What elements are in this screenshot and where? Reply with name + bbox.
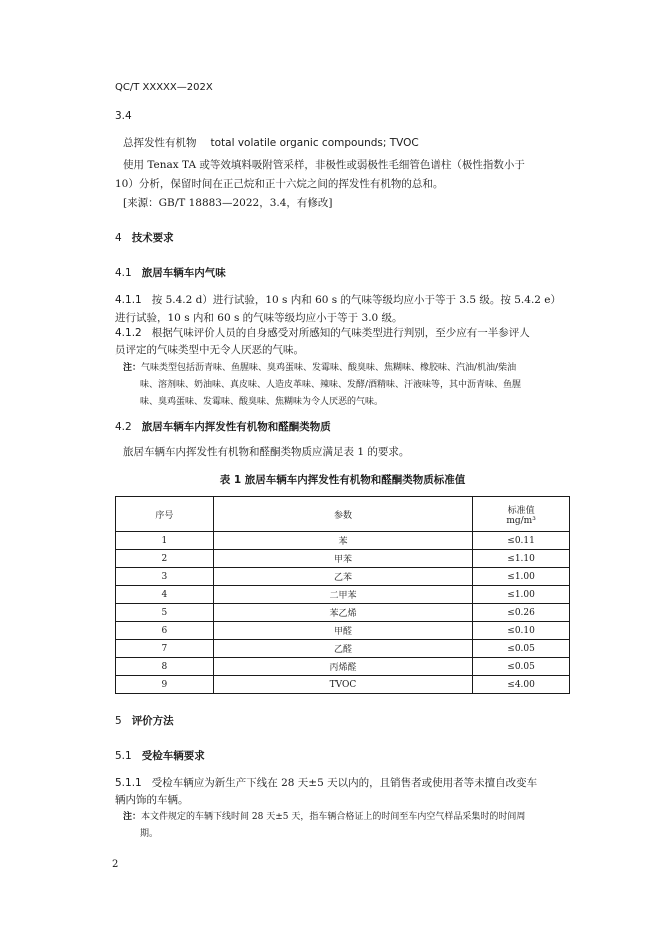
table-row <box>116 622 570 640</box>
note-2-line-2: 期。 <box>140 829 159 839</box>
column-header-standard-label: 标准值 <box>507 505 535 516</box>
cell-seq: 8 <box>116 658 214 676</box>
term-entry <box>123 135 419 150</box>
section-4-2-number: 4.2 <box>115 421 132 433</box>
section-5-1-heading <box>115 748 205 763</box>
cell-value: ≤0.05 <box>473 658 570 676</box>
table-row <box>116 532 570 550</box>
section-4-1-heading <box>115 265 226 280</box>
cell-seq: 9 <box>116 676 214 694</box>
section-5-title: 评价方法 <box>131 715 174 727</box>
column-header-param: 参数 <box>213 497 472 532</box>
table-row <box>116 550 570 568</box>
cell-param: 苯 <box>213 532 472 550</box>
term-definition-line-1: 使用 Tenax TA 或等效填料吸附管采样，非极性或弱极性毛细管色谱柱（极性指数小于 <box>123 159 525 171</box>
note-2-text-1: 本文件规定的车辆下线时间 28 天±5 天，指车辆合格证上的时间至车内空气样品采集时的时间周 <box>141 812 526 822</box>
note-1-text-1: 气味类型包括沥青味、鱼腥味、臭鸡蛋味、发霉味、酸臭味、焦糊味、橡胶味、汽油/机油/柴油 <box>141 363 517 373</box>
cell-value: ≤0.26 <box>473 604 570 622</box>
section-4-title: 技术要求 <box>131 232 174 244</box>
cell-param: 二甲苯 <box>213 586 472 604</box>
section-4-2-text: 旅居车辆车内挥发性有机物和醛酮类物质应满足表 1 的要求。 <box>123 446 410 458</box>
note-1-line-2: 味、溶剂味、奶油味、真皮味、人造皮革味、辣味、发酵/酒精味、汗液味等，其中沥青味、鱼腥 <box>140 380 522 390</box>
clause-5-1-1-text-1: 受检车辆应为新生产下线在 28 天±5 天以内的，且销售者或使用者等未擅自改变车 <box>151 777 538 789</box>
note-1-line-1 <box>123 360 516 377</box>
table-row <box>116 604 570 622</box>
cell-value: ≤0.11 <box>473 532 570 550</box>
cell-seq: 4 <box>116 586 214 604</box>
section-3-4-number: 3.4 <box>115 110 132 122</box>
section-4-1-number: 4.1 <box>115 267 132 279</box>
term-source: [来源：GB/T 18883—2022，3.4，有修改] <box>123 197 333 209</box>
section-5-1-number: 5.1 <box>115 750 132 762</box>
cell-seq: 5 <box>116 604 214 622</box>
table-header-row <box>116 497 570 532</box>
clause-4-1-2-text-1: 根据气味评价人员的自身感受对所感知的气味类型进行判别，至少应有一半参评人 <box>151 327 530 339</box>
cell-param: 乙醛 <box>213 640 472 658</box>
cell-param: TVOC <box>213 676 472 694</box>
cell-param: 苯乙烯 <box>213 604 472 622</box>
cell-seq: 7 <box>116 640 214 658</box>
section-5-heading <box>115 713 174 728</box>
cell-value: ≤0.05 <box>473 640 570 658</box>
section-4-number: 4 <box>115 232 122 244</box>
cell-value: ≤4.00 <box>473 676 570 694</box>
cell-seq: 6 <box>116 622 214 640</box>
cell-seq: 3 <box>116 568 214 586</box>
table-1-title: 表 1 旅居车辆车内挥发性有机物和醛酮类物质标准值 <box>219 474 466 486</box>
section-5-1-title: 受检车辆要求 <box>141 750 205 762</box>
cell-param: 甲醛 <box>213 622 472 640</box>
table-row <box>116 640 570 658</box>
cell-value: ≤1.00 <box>473 568 570 586</box>
clause-4-1-1-line-1 <box>115 291 561 310</box>
section-4-2-heading <box>115 419 331 434</box>
term-definition-line-2: 10）分析，保留时间在正己烷和正十六烷之间的挥发性有机物的总和。 <box>115 178 444 190</box>
clause-5-1-1-number: 5.1.1 <box>115 777 142 789</box>
table-row <box>116 586 570 604</box>
note-1-label: 注： <box>123 363 142 373</box>
cell-value: ≤1.00 <box>473 586 570 604</box>
section-4-2-title: 旅居车辆车内挥发性有机物和醛酮类物质 <box>141 421 331 433</box>
cell-param: 丙烯醛 <box>213 658 472 676</box>
section-4-1-title: 旅居车辆车内气味 <box>141 267 226 279</box>
column-header-standard <box>473 497 570 532</box>
clause-4-1-2-number: 4.1.2 <box>115 327 142 339</box>
cell-seq: 2 <box>116 550 214 568</box>
cell-value: ≤0.10 <box>473 622 570 640</box>
clause-4-1-1-number: 4.1.1 <box>115 294 142 306</box>
table-row <box>116 658 570 676</box>
table-row <box>116 568 570 586</box>
column-header-seq: 序号 <box>116 497 214 532</box>
note-2-label: 注： <box>123 812 142 822</box>
section-4-heading <box>115 230 174 245</box>
cell-seq: 1 <box>116 532 214 550</box>
table-row <box>116 676 570 694</box>
clause-5-1-1-line-2: 辆内饰的车辆。 <box>115 794 189 806</box>
term-english: total volatile organic compounds; TVOC <box>210 137 419 149</box>
cell-value: ≤1.10 <box>473 550 570 568</box>
column-header-unit: mg/m³ <box>506 515 536 526</box>
standards-table <box>115 496 570 694</box>
note-2-line-1 <box>123 809 525 826</box>
note-1-line-3: 味、臭鸡蛋味、发霉味、酸臭味、焦糊味为令人厌恶的气味。 <box>140 397 384 407</box>
cell-param: 甲苯 <box>213 550 472 568</box>
clause-4-1-1-line-2: 进行试验，10 s 内和 60 s 的气味等级均应小于等于 3.0 级。 <box>115 312 403 324</box>
clause-4-1-1-text-1: 按 5.4.2 d）进行试验，10 s 内和 60 s 的气味等级均应小于等于 3.5 级。按 5.4.2 e） <box>151 294 562 306</box>
term-chinese: 总挥发性有机物 <box>123 137 197 149</box>
clause-4-1-2-line-2: 员评定的气味类型中无令人厌恶的气味。 <box>115 344 304 356</box>
document-code-header: QC/T XXXXX—202X <box>115 82 213 93</box>
page-number: 2 <box>112 859 119 870</box>
cell-param: 乙苯 <box>213 568 472 586</box>
section-5-number: 5 <box>115 715 122 727</box>
